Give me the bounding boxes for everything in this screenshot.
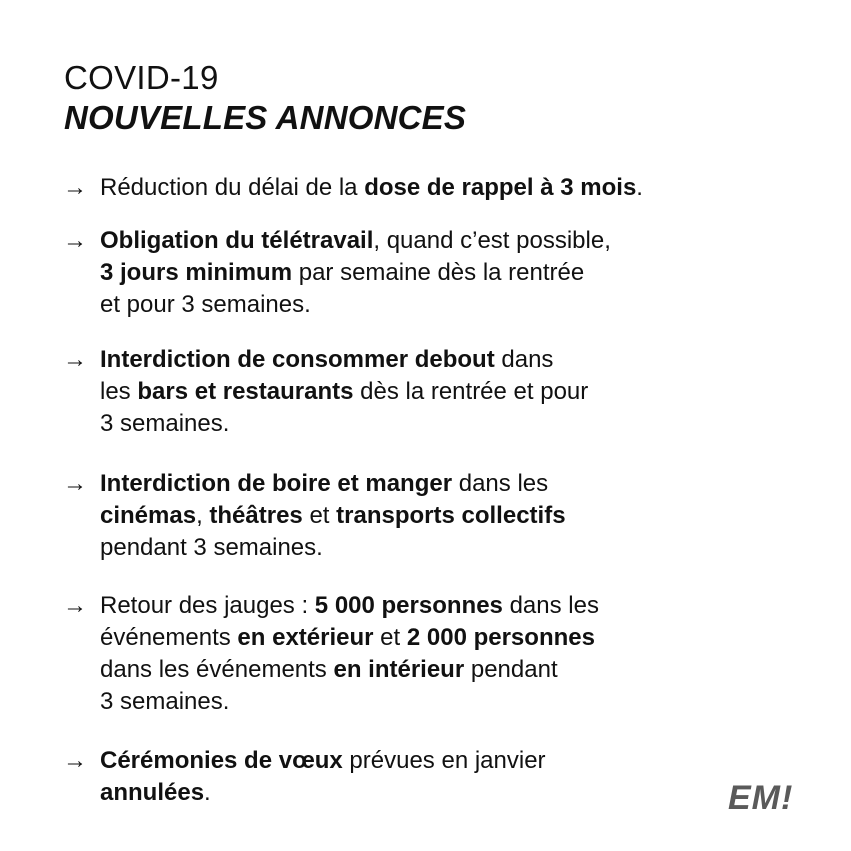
item-line	[100, 468, 840, 500]
bold-text: annulées	[100, 779, 205, 806]
page-title: COVID-19	[64, 59, 219, 96]
item-line	[100, 745, 840, 777]
item-line	[100, 344, 840, 376]
header	[64, 58, 466, 138]
list-item	[63, 344, 840, 440]
item-line	[100, 225, 840, 257]
body-text: et pour 3 semaines.	[100, 291, 311, 318]
announcement-list	[63, 172, 803, 806]
item-line	[100, 622, 840, 654]
page-subtitle: NOUVELLES ANNONCES	[64, 99, 467, 136]
bold-text: dose de rappel à 3 mois	[364, 174, 637, 201]
item-line	[100, 686, 840, 718]
bold-text: Interdiction de consommer debout	[100, 346, 495, 373]
bold-text: transports collectifs	[336, 502, 566, 529]
item-line	[100, 590, 840, 622]
item-line	[100, 376, 840, 408]
body-text: .	[204, 779, 211, 806]
list-item	[63, 468, 840, 564]
body-text: les	[100, 378, 138, 405]
bold-text: 2 000 personnes	[406, 624, 595, 651]
body-text: 3 semaines.	[100, 688, 230, 715]
list-item	[63, 172, 803, 204]
bold-text: Cérémonies de vœux	[100, 747, 343, 774]
body-text: ,	[196, 502, 210, 529]
arrow-right-icon: →	[63, 470, 87, 497]
body-text: et	[373, 624, 407, 651]
bold-text: 3 jours minimum	[100, 259, 293, 286]
body-text: dans les	[502, 592, 599, 619]
item-line	[100, 257, 840, 289]
item-line	[100, 532, 840, 564]
arrow-right-icon: →	[63, 227, 87, 254]
body-text: 3 semaines.	[100, 410, 230, 437]
arrow-right-icon: →	[63, 592, 87, 619]
arrow-right-icon: →	[63, 174, 87, 201]
body-text: et	[302, 502, 337, 529]
list-item	[63, 225, 840, 321]
item-line	[100, 289, 840, 321]
arrow-right-icon: →	[63, 747, 87, 774]
bold-text: théâtres	[209, 502, 303, 529]
item-line	[100, 408, 840, 440]
body-text: dans les événements	[100, 656, 334, 683]
body-text: pendant 3 semaines.	[100, 534, 323, 561]
bold-text: bars et restaurants	[137, 378, 354, 405]
body-text: événements	[100, 624, 238, 651]
body-text: Réduction du délai de la	[100, 174, 365, 201]
list-item	[63, 745, 840, 809]
body-text: pendant	[464, 656, 558, 683]
bold-text: 5 000 personnes	[314, 592, 503, 619]
body-text: prévues en janvier	[342, 747, 546, 774]
body-text: dès la rentrée et pour	[353, 378, 589, 405]
body-text: dans	[494, 346, 554, 373]
item-line	[100, 500, 840, 532]
arrow-right-icon: →	[63, 346, 87, 373]
body-text: par semaine dès la rentrée	[292, 259, 585, 286]
item-line	[100, 654, 840, 686]
item-line	[100, 172, 803, 204]
body-text: dans les	[452, 470, 549, 497]
bold-text: en extérieur	[237, 624, 374, 651]
em-logo: EM!	[728, 779, 794, 817]
bold-text: Obligation du télétravail	[100, 227, 374, 254]
body-text: .	[636, 174, 643, 201]
list-item	[63, 590, 840, 718]
bold-text: cinémas	[100, 502, 197, 529]
body-text: Retour des jauges :	[100, 592, 315, 619]
bold-text: en intérieur	[333, 656, 465, 683]
bold-text: Interdiction de boire et manger	[100, 470, 453, 497]
body-text: , quand c’est possible,	[373, 227, 611, 254]
